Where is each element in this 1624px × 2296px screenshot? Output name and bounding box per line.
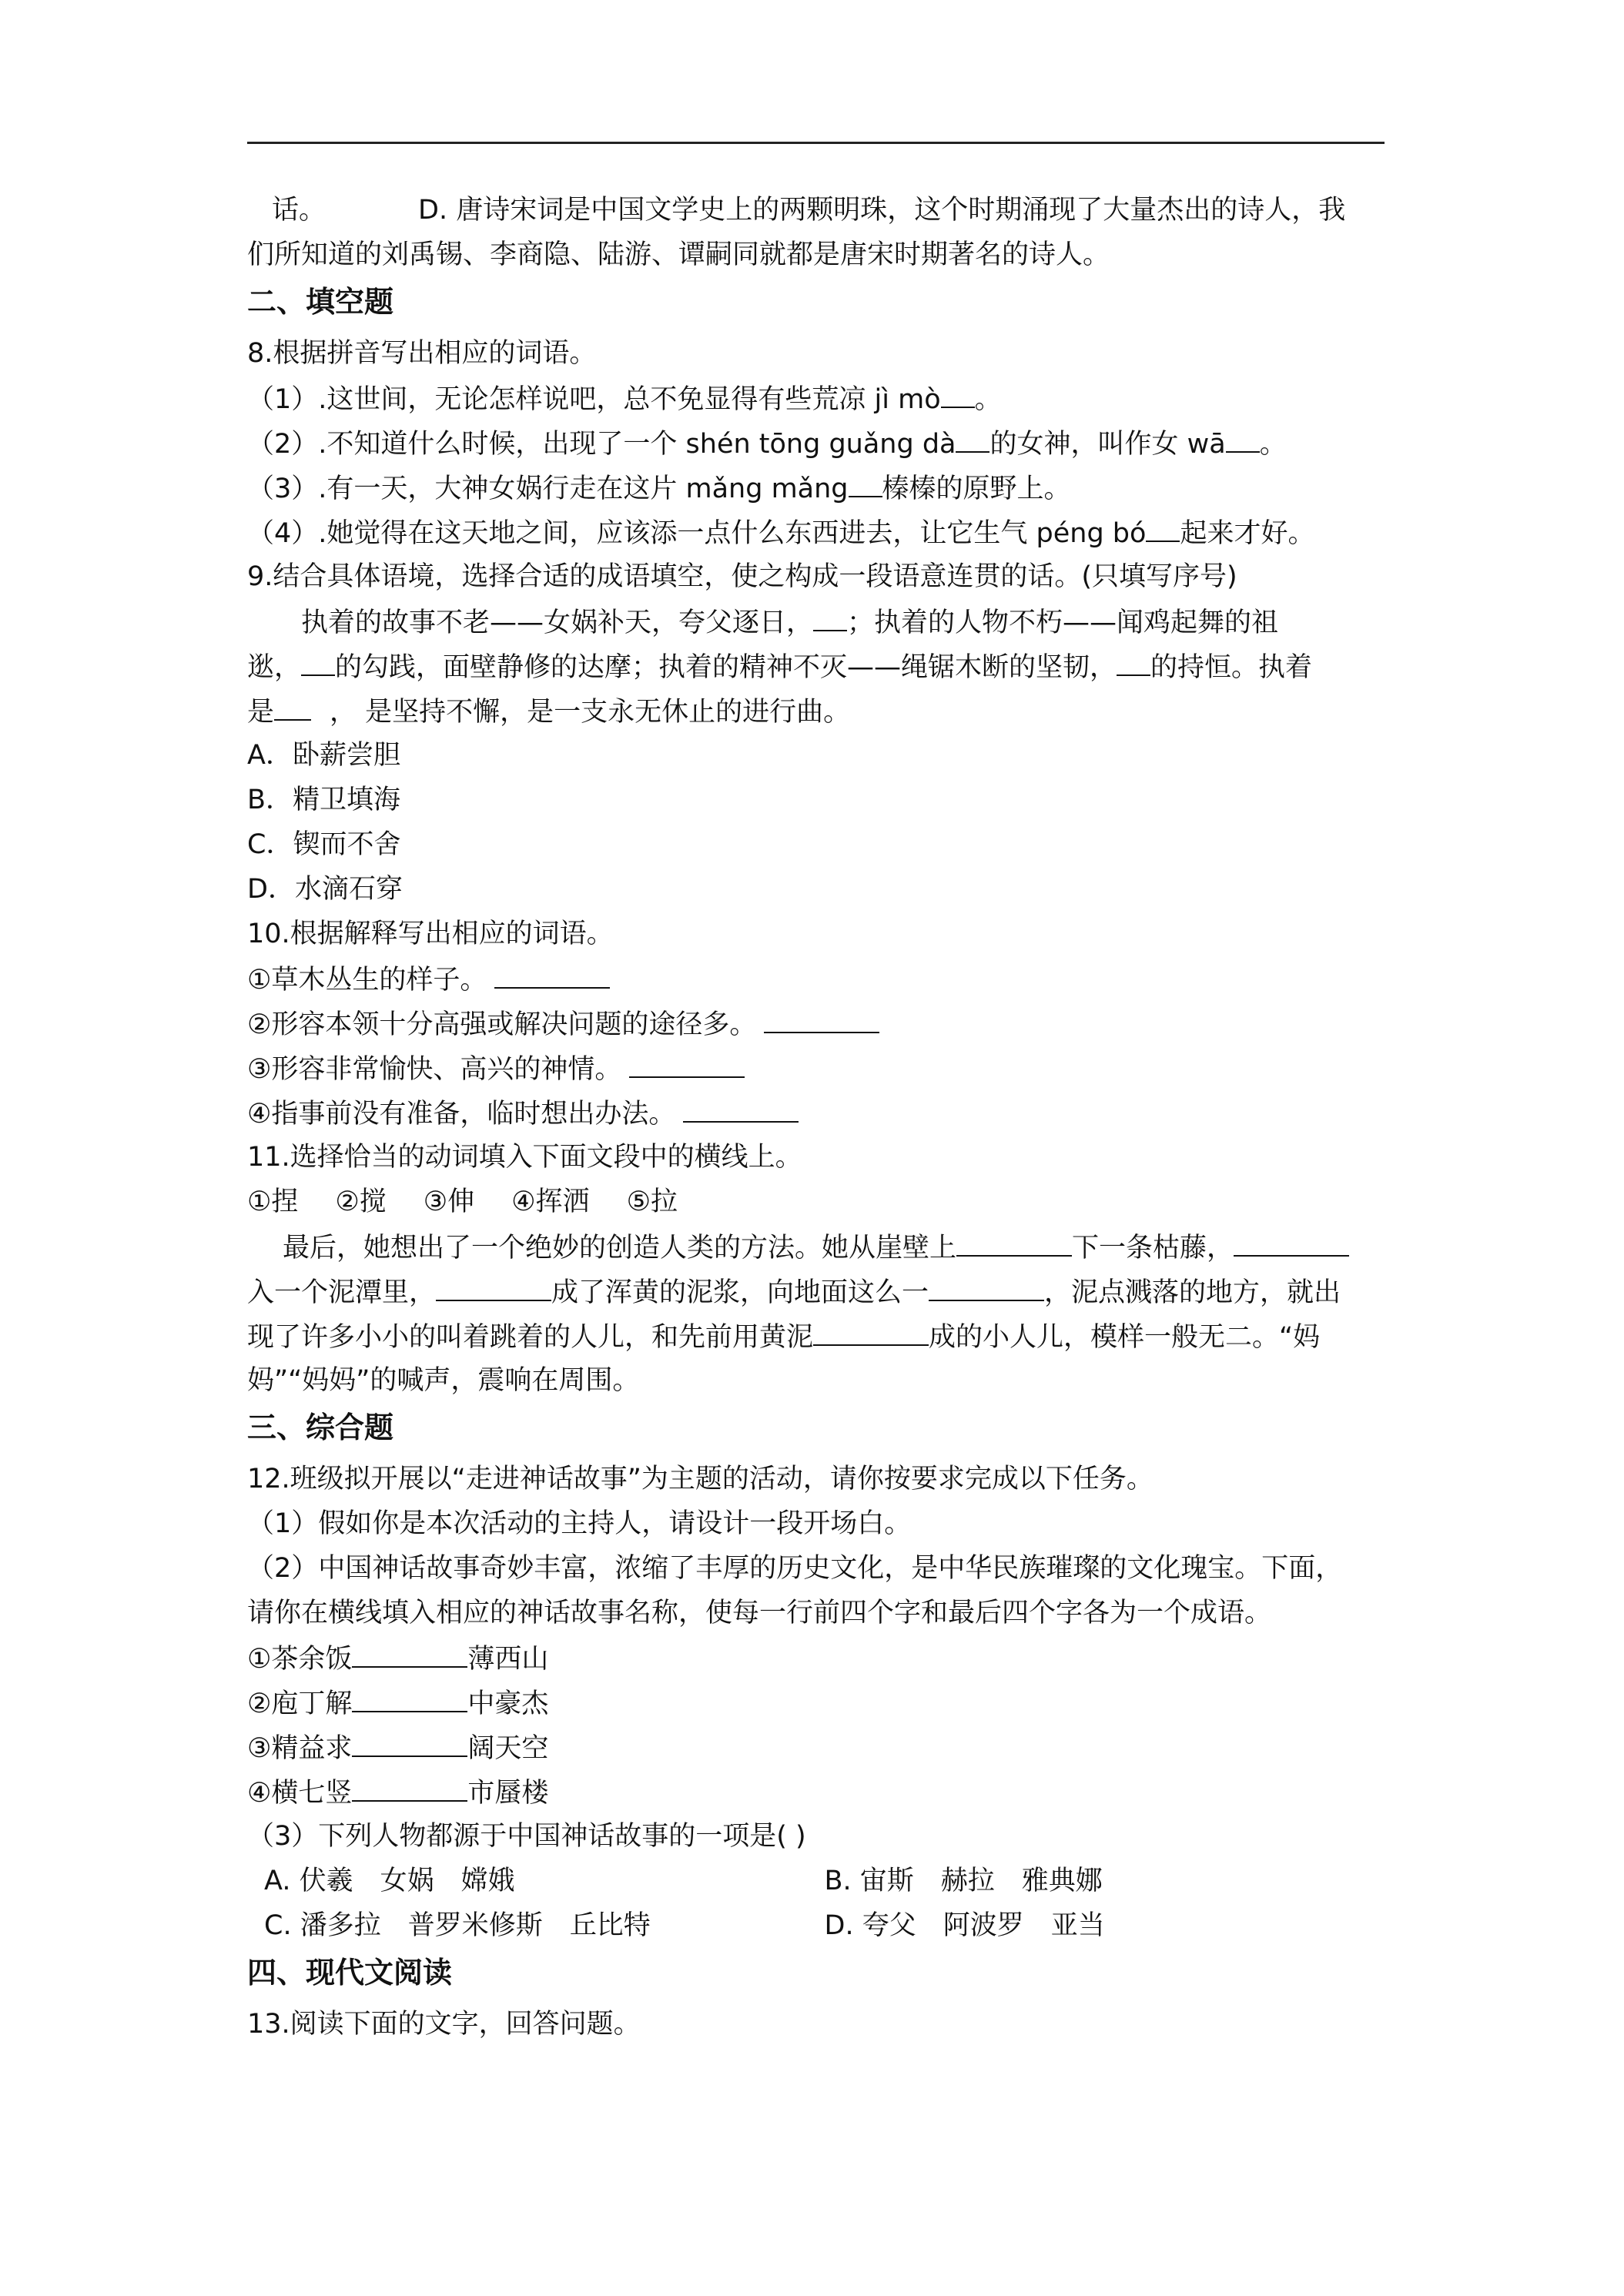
q8-item-2-tail: 。 — [1259, 429, 1287, 460]
q9-blank-4[interactable] — [274, 688, 311, 721]
q10-stem: 10.根据解释写出相应的词语。 — [247, 919, 614, 949]
q11-blank-1[interactable] — [956, 1224, 1072, 1257]
q12-sub-2-line-1: （2）中国神话故事奇妙丰富，浓缩了丰厚的历史文化，是中华民族璀璨的文化瑰宝。下面， — [247, 1553, 1343, 1584]
prev-question-tail-line-1 — [247, 188, 1385, 233]
q9-passage-line-1 — [247, 599, 1385, 644]
q9-option-c: C．锲而不舍 — [247, 829, 401, 860]
q8-item-2 — [247, 420, 1385, 465]
q12-idiom-3 — [247, 1725, 1385, 1769]
q11-blank-3[interactable] — [436, 1269, 551, 1301]
q8-blank-1[interactable] — [941, 376, 975, 408]
q12-idiom-4-post: 市蜃楼 — [467, 1778, 549, 1809]
q11-blank-5[interactable] — [813, 1314, 929, 1346]
q8-item-2-mid: 的女神，叫作女 wā — [989, 429, 1226, 460]
q9-stem: 9.结合具体语境，选择合适的成语填空，使之构成一段语意连贯的话。(只填写序号) — [247, 561, 1237, 592]
q9-p2-b: 的勾践，面壁静修的达摩；执着的精神不灭——绳锯木断的坚韧， — [335, 652, 1117, 683]
q12-idiom-4-pre: ④横七竖 — [247, 1778, 353, 1809]
q12-sub-3-options-row-2 — [247, 1903, 1385, 1948]
q11-l1-b: 下一条枯藤， — [1072, 1233, 1234, 1263]
q9-blank-3[interactable] — [1117, 644, 1150, 676]
q11-l1-a: 最后，她想出了一个绝妙的创造人类的方法。她从崖壁上 — [283, 1233, 957, 1263]
q9-option-b: B．精卫填海 — [247, 785, 401, 815]
worksheet-page — [247, 188, 1385, 2047]
q11-choice-1: ①捏 — [247, 1186, 299, 1217]
q9-blank-1[interactable] — [813, 599, 847, 631]
q8-blank-3[interactable] — [1226, 420, 1260, 453]
q11-blank-4[interactable] — [929, 1269, 1044, 1301]
q8-item-2-text: （2）.不知道什么时候，出现了一个 shén tōng guǎng dà — [247, 429, 956, 460]
q8-item-4-tail: 起来才好。 — [1180, 518, 1315, 549]
q12-sub-2-line-2: 请你在横线填入相应的神话故事名称，使每一行前四个字和最后四个字各为一个成语。 — [247, 1598, 1272, 1628]
q10-item-3 — [247, 1046, 1385, 1090]
header-rule — [247, 142, 1385, 144]
prev-question-tail-line-2: 们所知道的刘禹锡、李商隐、陆游、谭嗣同就都是唐宋时期著名的诗人。 — [247, 239, 1110, 270]
q10-item-4 — [247, 1090, 1385, 1135]
q9-option-d: D．水滴石穿 — [247, 874, 403, 905]
q11-passage-line-2 — [247, 1269, 1385, 1314]
q11-choice-5: ⑤拉 — [626, 1186, 678, 1217]
q12-idiom-2-post: 中豪杰 — [467, 1689, 549, 1719]
q12-option-b: B. 宙斯 赫拉 雅典娜 — [824, 1866, 1103, 1896]
q10-item-2-text: ②形容本领十分高强或解决问题的途径多。 — [247, 1009, 757, 1040]
q9-p2-a: 逖， — [247, 652, 302, 683]
q8-item-1-text: （1）.这世间，无论怎样说吧，总不免显得有些荒凉 jì mò — [247, 384, 941, 415]
q12-blank-2[interactable] — [352, 1680, 467, 1712]
section-4-title: 四、现代文阅读 — [247, 1956, 453, 1990]
prev-tail-text-a: 话。 — [272, 195, 326, 226]
q8-item-1 — [247, 376, 1385, 420]
q9-option-a: A．卧薪尝胆 — [247, 740, 400, 771]
q10-blank-3[interactable] — [629, 1046, 745, 1078]
q12-idiom-1-pre: ①茶余饭 — [247, 1644, 353, 1675]
q12-option-c: C. 潘多拉 普罗米修斯 丘比特 — [264, 1910, 651, 1941]
q11-choice-4: ④挥洒 — [511, 1186, 590, 1217]
q10-item-1-text: ①草木丛生的样子。 — [247, 965, 487, 996]
q9-p1-a: 执着的故事不老——女娲补天，夸父逐日， — [301, 607, 814, 638]
q12-idiom-2 — [247, 1680, 1385, 1725]
q12-stem: 12.班级拟开展以“走进神话故事”为主题的活动，请你按要求完成以下任务。 — [247, 1464, 1154, 1494]
q11-l2-c: ，泥点溅落的地方，就出 — [1044, 1277, 1341, 1308]
q8-blank-2[interactable] — [956, 420, 989, 453]
q9-p3-b: ， 是坚持不懈，是一支永无休止的进行曲。 — [330, 697, 851, 728]
q11-blank-2[interactable] — [1234, 1224, 1349, 1257]
q12-sub-3: （3）下列人物都源于中国神话故事的一项是( ) — [247, 1821, 806, 1852]
q8-item-4 — [247, 510, 1385, 554]
q10-item-1 — [247, 956, 1385, 1001]
q12-option-a: A. 伏羲 女娲 嫦娥 — [264, 1866, 515, 1896]
q11-passage-line-4: 妈”“妈妈”的喊声，震响在周围。 — [247, 1365, 640, 1396]
q12-idiom-3-post: 阔天空 — [467, 1733, 549, 1764]
q11-choice-3: ③伸 — [423, 1186, 475, 1217]
section-3-title: 三、综合题 — [247, 1411, 394, 1444]
q12-blank-4[interactable] — [352, 1769, 467, 1802]
q10-item-3-text: ③形容非常愉快、高兴的神情。 — [247, 1054, 622, 1085]
q9-p2-c: 的持恒。执着 — [1150, 652, 1313, 683]
option-d-text: D. 唐诗宋词是中国文学史上的两颗明珠，这个时期涌现了大量杰出的诗人，我 — [418, 195, 1346, 226]
q8-stem: 8.根据拼音写出相应的词语。 — [247, 338, 597, 369]
q10-blank-4[interactable] — [683, 1090, 799, 1123]
q8-item-3 — [247, 465, 1385, 510]
q8-item-1-tail: 。 — [974, 384, 1002, 415]
section-2-title: 二、填空题 — [247, 285, 394, 319]
q11-stem: 11.选择恰当的动词填入下面文段中的横线上。 — [247, 1142, 802, 1173]
q12-blank-3[interactable] — [352, 1725, 467, 1757]
q12-sub-3-options-row-1 — [247, 1859, 1385, 1903]
q12-idiom-1-post: 薄西山 — [467, 1644, 549, 1675]
q12-idiom-1 — [247, 1635, 1385, 1680]
q10-blank-2[interactable] — [764, 1001, 879, 1033]
q12-sub-1: （1）假如你是本次活动的主持人，请设计一段开场白。 — [247, 1508, 912, 1539]
q8-blank-4[interactable] — [849, 465, 882, 497]
q8-item-3-text: （3）.有一天，大神女娲行走在这片 mǎng mǎng — [247, 474, 849, 504]
q10-blank-1[interactable] — [494, 956, 610, 989]
q9-p1-b: ；执着的人物不朽——闻鸡起舞的祖 — [847, 607, 1279, 638]
q9-p3-a: 是 — [247, 697, 275, 728]
q8-item-4-text: （4）.她觉得在这天地之间，应该添一点什么东西进去，让它生气 péng bó — [247, 518, 1147, 549]
q12-idiom-3-pre: ③精益求 — [247, 1733, 353, 1764]
q12-option-d: D. 夸父 阿波罗 亚当 — [824, 1910, 1105, 1941]
q13-stem: 13.阅读下面的文字，回答问题。 — [247, 2009, 641, 2040]
q10-item-2 — [247, 1001, 1385, 1046]
q11-l3-a: 现了许多小小的叫着跳着的人儿，和先前用黄泥 — [247, 1322, 814, 1353]
q11-l2-a: 入一个泥潭里， — [247, 1277, 437, 1308]
q9-passage-line-2 — [247, 644, 1385, 688]
q11-l2-b: 成了浑黄的泥浆，向地面这么一 — [551, 1277, 929, 1308]
q12-idiom-2-pre: ②庖丁解 — [247, 1689, 353, 1719]
q12-blank-1[interactable] — [352, 1635, 467, 1668]
q8-blank-5[interactable] — [1146, 510, 1180, 542]
q11-passage-line-3 — [247, 1314, 1385, 1358]
q11-choices — [247, 1180, 1385, 1224]
q9-blank-2[interactable] — [301, 644, 335, 676]
q9-passage-line-3 — [247, 688, 1385, 733]
q10-item-4-text: ④指事前没有准备，临时想出办法。 — [247, 1099, 676, 1130]
q12-idiom-4 — [247, 1769, 1385, 1814]
q11-choice-2: ②搅 — [335, 1186, 387, 1217]
q8-item-3-tail: 榛榛的原野上。 — [882, 474, 1071, 504]
q11-passage-line-1 — [247, 1224, 1385, 1269]
q11-l3-b: 成的小人儿，模样一般无二。“妈 — [929, 1322, 1321, 1353]
